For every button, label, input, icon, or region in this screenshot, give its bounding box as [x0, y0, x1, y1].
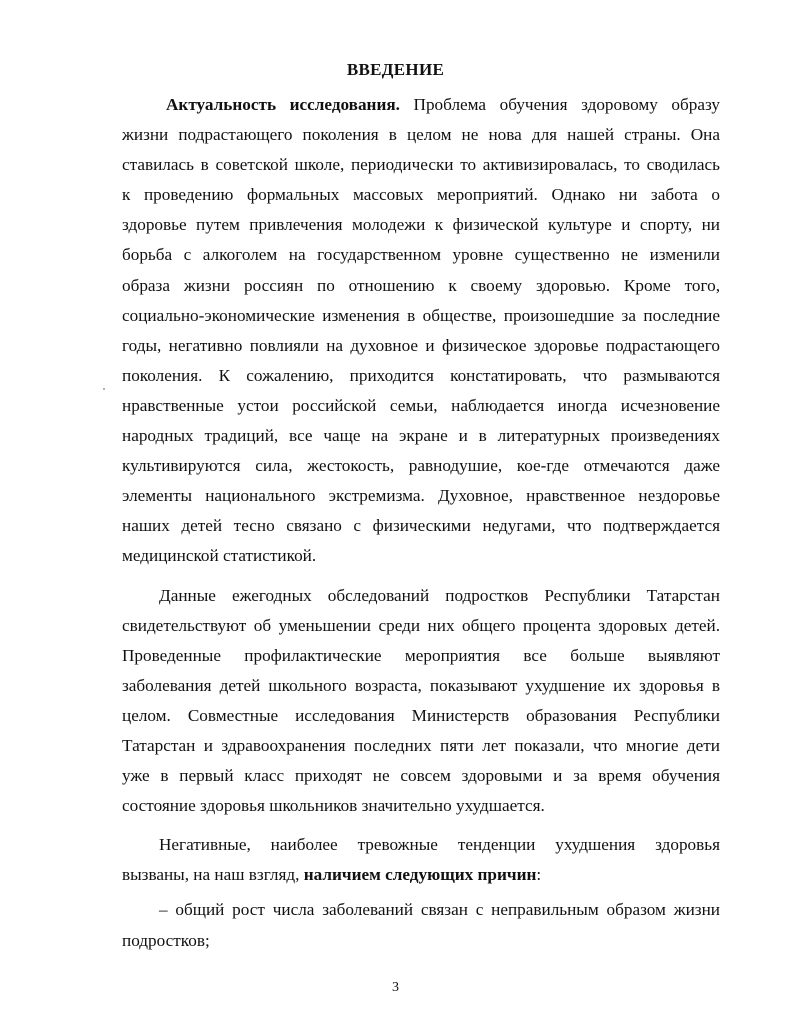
document-body: [122, 90, 720, 956]
paragraph-line: социально-экономические изменения в обществе, произошедшие за последние: [122, 305, 720, 325]
paragraph-line: Проведенные профилактические мероприятия все больше выявляют: [122, 645, 720, 665]
paragraph-gap: [122, 572, 720, 581]
paragraph-line: свидетельствуют об уменьшении среди них общего процента здоровых детей.: [122, 615, 720, 635]
page-title: ВВЕДЕНИЕ: [346, 60, 445, 79]
paragraph-line: наших детей тесно связано с физическими недугами, что подтверждается: [122, 516, 720, 536]
paragraph-line: [122, 860, 720, 890]
paragraph-line: Татарстан и здравоохранения последних пяти лет показали, что многие дети: [122, 735, 720, 755]
lead-bold-text: Актуальность исследования.: [166, 95, 400, 114]
paragraph-line: жизни подрастающего поколения в целом не нова для нашей страны. Она: [122, 125, 720, 145]
paragraph-line: состояние здоровья школьников значительно ухудшается.: [122, 796, 545, 816]
paragraph-line: нравственные устои российской семьи, наблюдается иногда исчезновение: [122, 395, 720, 415]
paragraph-line: ставилась в советской школе, периодически то активизировалась, то сводилась: [122, 155, 720, 175]
paragraph-line: элементы национального экстремизма. Духовное, нравственное нездоровье: [122, 486, 720, 506]
paragraph-line: заболевания детей школьного возраста, показывают ухудшение их здоровья в: [122, 675, 720, 695]
text-run: вызваны, на наш взгляд,: [122, 865, 304, 885]
list-item-line: подростков;: [122, 930, 210, 950]
paragraph-line: образа жизни россиян по отношению к своему здоровью. Кроме того,: [122, 275, 720, 295]
lead-rest-text: Проблема обучения здоровому образу: [399, 95, 721, 114]
paragraph-line: культивируются сила, жестокость, равнодушие, кое-где отмечаются даже: [122, 456, 720, 476]
list-item-line: – общий рост числа заболеваний связан с неправильным образом жизни: [159, 900, 720, 920]
paragraph-line: медицинской статистикой.: [122, 546, 317, 566]
paragraph-line: годы, негативно повлияли на духовное и физическое здоровье подрастающего: [122, 335, 720, 355]
text-run: :: [536, 865, 542, 885]
scan-speck: [103, 388, 105, 390]
paragraph-gap: [122, 821, 720, 830]
paragraph-1-line-1: [122, 90, 720, 120]
paragraph-line: Данные ежегодных обследований подростков Республики Татарстан: [159, 585, 720, 605]
paragraph-line: целом. Совместные исследования Министерств образования Республики: [122, 705, 720, 725]
bold-phrase: наличием следующих причин: [303, 865, 537, 885]
paragraph-line: уже в первый класс приходят не совсем здоровыми и за время обучения: [122, 766, 720, 786]
paragraph-line: здоровье путем привлечения молодежи к физической культуре и спорту, ни: [122, 215, 720, 235]
paragraph-line: к проведению формальных массовых мероприятий. Однако ни забота о: [122, 185, 720, 205]
paragraph-line: борьба с алкоголем на государственном уровне существенно не изменили: [122, 245, 720, 265]
page-number: 3: [392, 980, 399, 995]
paragraph-line: поколения. К сожалению, приходится констатировать, что размываются: [122, 365, 720, 385]
paragraph-line: народных традиций, все чаще на экране и в литературных произведениях: [122, 426, 720, 446]
paragraph-line: Негативные, наиболее тревожные тенденции ухудшения здоровья: [159, 835, 720, 855]
